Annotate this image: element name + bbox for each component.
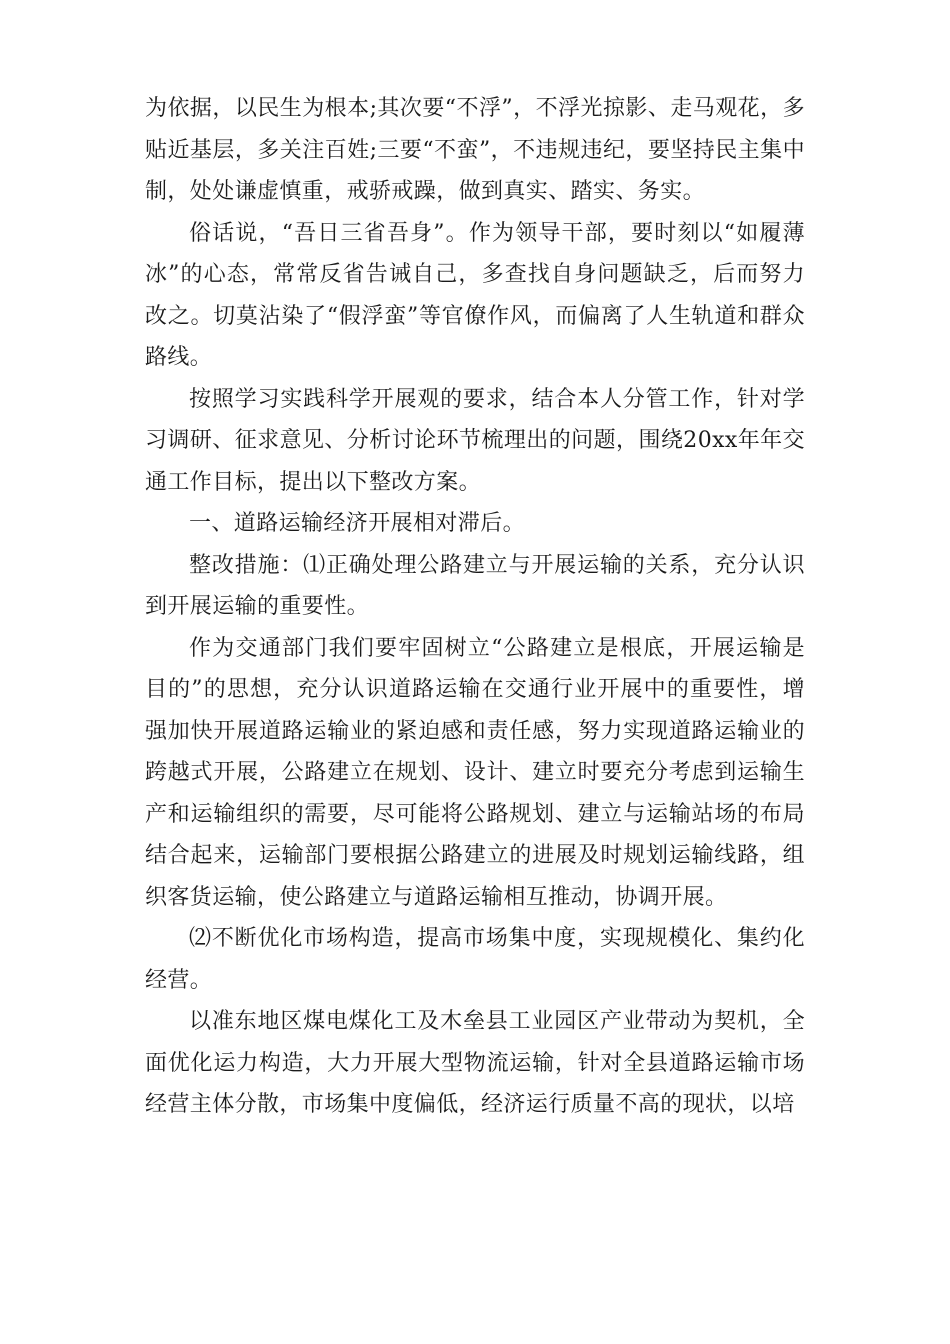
paragraph-measure-1: 整改措施：⑴正确处理公路建立与开展运输的关系，充分认识到开展运输的重要性。	[145, 552, 805, 619]
document-page	[145, 88, 805, 1126]
paragraph-3: 按照学习实践科学开展观的要求，结合本人分管工作，针对学习调研、征求意见、分析讨论环节梳理出的问题，围绕20xx年年交通工作目标，提出以下整改方案。	[145, 386, 805, 495]
paragraph-5: 作为交通部门我们要牢固树立“公路建立是根底，开展运输是目的”的思想，充分认识道路运输在交通行业开展中的重要性，增强加快开展道路运输业的紧迫感和责任感，努力实现道路运输业的跨越式开展，公路建立在规划、设计、建立时要充分考虑到运输生产和运输组织的需要，尽可能将公路规划、建立与运输站场的布局结合起来，运输部门要根据公路建立的进展及时规划运输线路，组织客货运输，使公路建立与道路运输相互推动，协调开展。	[145, 635, 805, 910]
paragraph-1: 为依据，以民生为根本;其次要“不浮”，不浮光掠影、走马观花，多贴近基层，多关注百姓;三要“不蛮”，不违规违纪，要坚持民主集中制，处处谦虚慎重，戒骄戒躁，做到真实、踏实、务实。	[145, 96, 805, 204]
paragraph-measure-2: ⑵不断优化市场构造，提高市场集中度，实现规模化、集约化经营。	[145, 926, 805, 993]
paragraph-2: 俗话说，“吾日三省吾身”。作为领导干部，要时刻以“如履薄冰”的心态，常常反省告诫自己，多查找自身问题缺乏，后而努力改之。切莫沾染了“假浮蛮”等官僚作风，而偏离了人生轨道和群众路线。	[145, 220, 805, 370]
paragraph-7: 以准东地区煤电煤化工及木垒县工业园区产业带动为契机，全面优化运力构造，大力开展大型物流运输，针对全县道路运输市场经营主体分散，市场集中度偏低，经济运行质量不高的现状，以培	[145, 1009, 805, 1117]
section-heading-1: 一、道路运输经济开展相对滞后。	[189, 511, 526, 536]
